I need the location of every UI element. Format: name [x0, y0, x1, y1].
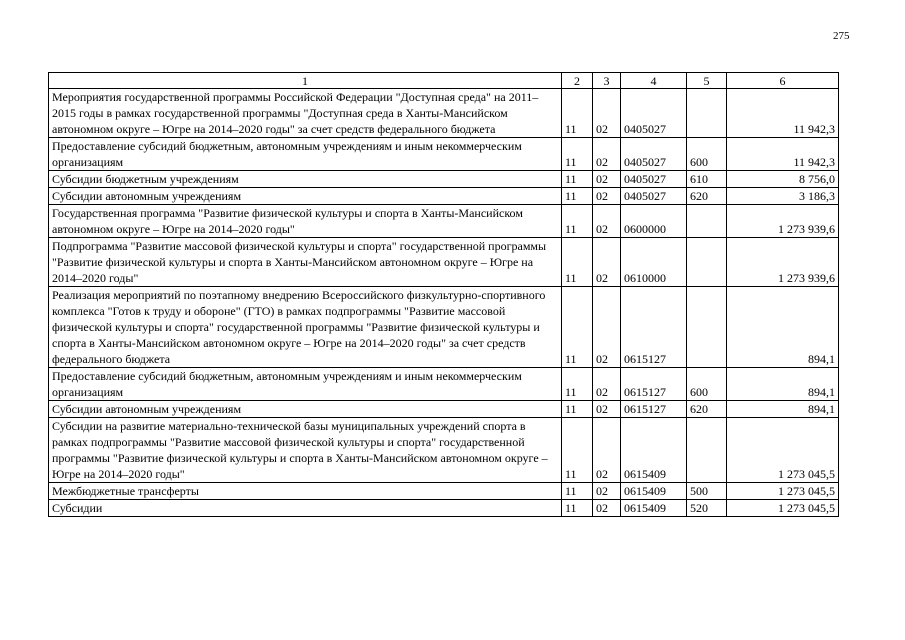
row-name-cell: Субсидии автономным учреждениям [49, 401, 562, 418]
row-section-cell: 11 [562, 138, 593, 171]
table-row [49, 188, 839, 205]
row-amount-cell: 1 273 045,5 [727, 418, 839, 483]
header-col-1: 1 [49, 73, 562, 89]
table-row [49, 287, 839, 368]
row-subsection-cell: 02 [593, 188, 621, 205]
row-name-cell: Субсидии на развитие материально-технической базы муниципальных учреждений спорта в рамках подпрограммы "Развитие массовой физической культуры и спорта" государственной программы "Развитие физической культуры и спорта в Ханты-Мансийском автономном округе – Югре на 2014–2020 годы" [49, 418, 562, 483]
row-target-article-cell: 0600000 [621, 205, 687, 238]
row-section-cell: 11 [562, 287, 593, 368]
table-row [49, 418, 839, 483]
row-amount-cell: 1 273 045,5 [727, 483, 839, 500]
row-name-cell: Подпрограмма "Развитие массовой физической культуры и спорта" государственной программы "Развитие физической культуры и спорта в Ханты-Мансийском автономном округе – Югре на 2014–2020 годы" [49, 238, 562, 287]
row-subsection-cell: 02 [593, 89, 621, 138]
row-expense-type-cell: 500 [687, 483, 727, 500]
row-name-cell: Предоставление субсидий бюджетным, автономным учреждениям и иным некоммерческим организациям [49, 368, 562, 401]
row-section-cell: 11 [562, 171, 593, 188]
row-expense-type-cell: 620 [687, 188, 727, 205]
row-expense-type-cell: 520 [687, 500, 727, 517]
row-subsection-cell: 02 [593, 287, 621, 368]
table-row [49, 500, 839, 517]
row-subsection-cell: 02 [593, 205, 621, 238]
row-section-cell: 11 [562, 205, 593, 238]
table-row [49, 138, 839, 171]
table-row [49, 171, 839, 188]
row-amount-cell: 11 942,3 [727, 89, 839, 138]
row-section-cell: 11 [562, 418, 593, 483]
row-expense-type-cell: 610 [687, 171, 727, 188]
row-amount-cell: 1 273 939,6 [727, 205, 839, 238]
row-name-cell: Субсидии [49, 500, 562, 517]
row-subsection-cell: 02 [593, 368, 621, 401]
row-section-cell: 11 [562, 188, 593, 205]
row-subsection-cell: 02 [593, 418, 621, 483]
row-expense-type-cell: 620 [687, 401, 727, 418]
row-amount-cell: 3 186,3 [727, 188, 839, 205]
row-target-article-cell: 0405027 [621, 138, 687, 171]
table-header-row [49, 73, 839, 89]
row-amount-cell: 894,1 [727, 287, 839, 368]
header-col-5: 5 [687, 73, 727, 89]
row-amount-cell: 1 273 045,5 [727, 500, 839, 517]
row-section-cell: 11 [562, 483, 593, 500]
row-section-cell: 11 [562, 401, 593, 418]
row-name-cell: Предоставление субсидий бюджетным, автономным учреждениям и иным некоммерческим организациям [49, 138, 562, 171]
row-section-cell: 11 [562, 500, 593, 517]
table-body [49, 89, 839, 517]
row-target-article-cell: 0615127 [621, 368, 687, 401]
row-target-article-cell: 0615409 [621, 483, 687, 500]
row-expense-type-cell [687, 418, 727, 483]
table-row [49, 238, 839, 287]
table-row [49, 368, 839, 401]
row-target-article-cell: 0615409 [621, 418, 687, 483]
row-target-article-cell: 0405027 [621, 188, 687, 205]
row-amount-cell: 894,1 [727, 401, 839, 418]
row-expense-type-cell: 600 [687, 138, 727, 171]
row-target-article-cell: 0615409 [621, 500, 687, 517]
table-row [49, 89, 839, 138]
row-target-article-cell: 0615127 [621, 401, 687, 418]
row-name-cell: Субсидии бюджетным учреждениям [49, 171, 562, 188]
row-subsection-cell: 02 [593, 171, 621, 188]
row-expense-type-cell [687, 205, 727, 238]
row-target-article-cell: 0615127 [621, 287, 687, 368]
row-target-article-cell: 0405027 [621, 171, 687, 188]
row-expense-type-cell [687, 89, 727, 138]
row-target-article-cell: 0610000 [621, 238, 687, 287]
row-amount-cell: 1 273 939,6 [727, 238, 839, 287]
header-col-2: 2 [562, 73, 593, 89]
row-subsection-cell: 02 [593, 238, 621, 287]
row-name-cell: Субсидии автономным учреждениям [49, 188, 562, 205]
row-subsection-cell: 02 [593, 500, 621, 517]
row-subsection-cell: 02 [593, 401, 621, 418]
row-name-cell: Государственная программа "Развитие физической культуры и спорта в Ханты-Мансийском автономном округе – Югре на 2014–2020 годы" [49, 205, 562, 238]
row-amount-cell: 8 756,0 [727, 171, 839, 188]
row-name-cell: Мероприятия государственной программы Российской Федерации "Доступная среда" на 2011–2015 годы в рамках государственной программы "Доступная среда в Ханты-Мансийском автономном округе – Югре на 2014–2020 годы" за счет средств федерального бюджета [49, 89, 562, 138]
row-expense-type-cell [687, 238, 727, 287]
header-col-6: 6 [727, 73, 839, 89]
row-section-cell: 11 [562, 368, 593, 401]
row-amount-cell: 894,1 [727, 368, 839, 401]
row-name-cell: Межбюджетные трансферты [49, 483, 562, 500]
row-target-article-cell: 0405027 [621, 89, 687, 138]
header-col-3: 3 [593, 73, 621, 89]
row-subsection-cell: 02 [593, 483, 621, 500]
row-name-cell: Реализация мероприятий по поэтапному внедрению Всероссийского физкультурно-спортивного комплекса "Готов к труду и обороне" (ГТО) в рамках подпрограммы "Развитие массовой физической культуры и спорта" государственной программы "Развитие физической культуры и спорта в Ханты-Мансийском автономном округе – Югре на 2014–2020 годы" за счет средств федерального бюджета [49, 287, 562, 368]
table-row [49, 483, 839, 500]
row-section-cell: 11 [562, 238, 593, 287]
page-number: 275 [833, 30, 850, 42]
table-row [49, 401, 839, 418]
header-col-4: 4 [621, 73, 687, 89]
row-expense-type-cell [687, 287, 727, 368]
table-row [49, 205, 839, 238]
row-section-cell: 11 [562, 89, 593, 138]
row-subsection-cell: 02 [593, 138, 621, 171]
row-amount-cell: 11 942,3 [727, 138, 839, 171]
budget-table [48, 72, 839, 517]
row-expense-type-cell: 600 [687, 368, 727, 401]
